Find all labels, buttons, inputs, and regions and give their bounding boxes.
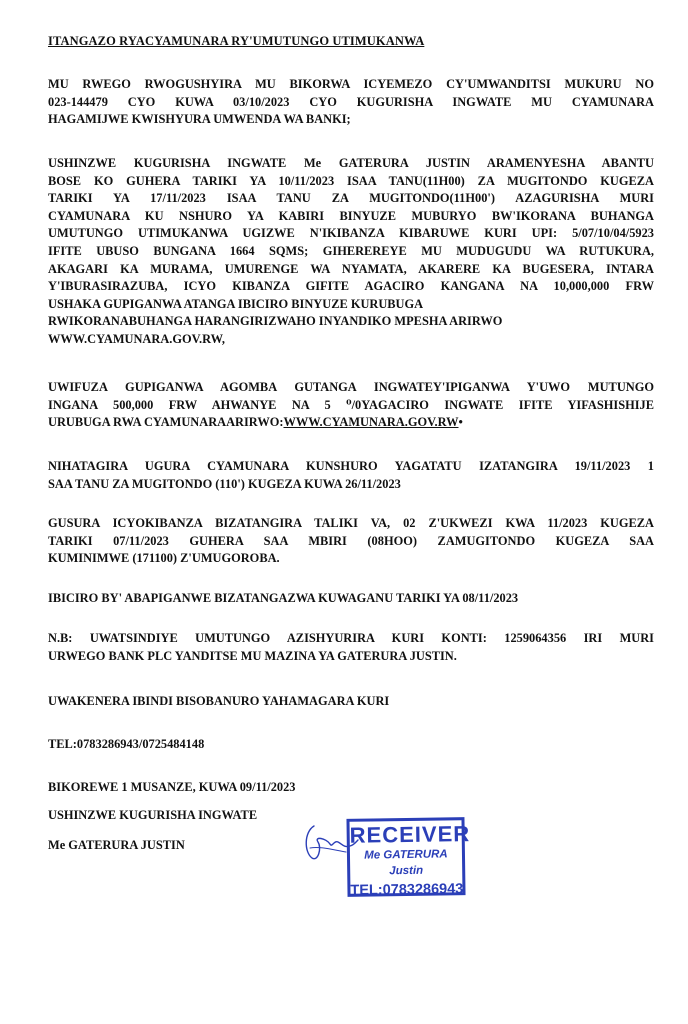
- text-line: UWIFUZA GUPIGANWA AGOMBA GUTANGA INGWATEY'IPIGANWA Y'UWO MUTUNGO: [48, 380, 654, 394]
- text-line: SAA TANU ZA MUGITONDO (110') KUGEZA KUWA 26/11/2023: [48, 476, 401, 491]
- stamp-phone: TEL:0783286943: [350, 881, 464, 899]
- website-link[interactable]: WWW.CYAMUNARA.GOV.RW: [283, 415, 459, 430]
- text-line: 023-144479 CYO KUWA 03/10/2023 CYO KUGURISHA INGWATE MU CYAMUNARA: [48, 94, 654, 109]
- text-line: KUMINIMWE (171100) Z'UMUGOROBA.: [48, 551, 280, 566]
- text-line: NIHATAGIRA UGURA CYAMUNARA KUNSHURO YAGATATU IZATANGIRA 19/11/2023 1: [48, 459, 654, 473]
- sign-role: USHINZWE KUGURISHA INGWATE: [48, 808, 258, 822]
- stamp-name: Me GATERURA Justin: [364, 848, 448, 878]
- text-line: WWW.CYAMUNARA.GOV.RW,: [48, 331, 225, 346]
- text-line: HAGAMIJWE KWISHYURA UMWENDA WA BANKI;: [48, 112, 351, 127]
- text-line: Y'IBURASIRAZUBA, ICYO KIBANZA GIFITE AGACIRO KANGANA NA 10,000,000 FRW: [48, 279, 654, 294]
- text-line: GUSURA ICYOKIBANZA BIZATANGIRA TALIKI VA, 02 Z'UKWEZI KWA 11/2023 KUGEZA: [48, 516, 654, 530]
- sign-name: Me GATERURA JUSTIN: [48, 838, 185, 852]
- text-line: TARIKI 07/11/2023 GUHERA SAA MBIRI (08HOO) ZAMUGITONDO KUGEZA SAA: [48, 533, 654, 548]
- text-line: TARIKI YA 17/11/2023 ISAA TANU ZA MUGITONDO(11H00') AZAGURISHA MURI: [48, 191, 654, 206]
- paragraph-third-round: [48, 458, 654, 493]
- text-line: MU RWEGO RWOGUSHYIRA MU BIKORWA ICYEMEZO CY'UMWANDITSI MUKURU NO: [48, 77, 654, 91]
- stamp-title: RECEIVER: [349, 821, 471, 848]
- sign-place-date: BIKOREWE 1 MUSANZE, KUWA 09/11/2023: [48, 780, 296, 794]
- text-segment: URUBUGA RWA CYAMUNARAARIRWO:: [48, 415, 284, 430]
- text-line: AKAGARI KA MURAMA, UMURENGE WA NYAMATA, AKARERE KA BUGESERA, INTARA: [48, 261, 654, 276]
- text-line: USHAKA GUPIGANWA ATANGA IBICIRO BINYUZE KURUBUGA: [48, 296, 424, 311]
- telephone-numbers: TEL:0783286943/0725484148: [48, 737, 205, 751]
- receiver-stamp: [346, 817, 471, 899]
- text-line: RWIKORANABUHANGA HARANGIRIZWAHO INYANDIKO MPESHA ARIRWO: [48, 314, 503, 329]
- paragraph-auction-details: [48, 155, 654, 349]
- paragraph-payment-note: [48, 630, 654, 665]
- paragraph-visit: [48, 515, 654, 568]
- bullet-mark: •: [458, 415, 463, 430]
- text-line: N.B: UWATSINDIYE UMUTUNGO AZISHYURIRA KURI KONTI: 1259064356 IRI MURI: [48, 631, 654, 645]
- text-line: USHINZWE KUGURISHA INGWATE Me GATERURA JUSTIN ARAMENYESHA ABANTU: [48, 156, 654, 170]
- text-line: IFITE UBUSO BUNGANA 1664 SQMS; GIHEREREYE MU MUDUGUDU WA RUTUKURA,: [48, 243, 654, 258]
- paragraph-intro: [48, 76, 654, 129]
- paragraph-prices: IBICIRO BY' ABAPIGANWE BIZATANGAZWA KUWAGANU TARIKI YA 08/11/2023: [48, 591, 519, 605]
- text-line-with-link: [48, 414, 654, 432]
- paragraph-deposit: [48, 379, 654, 432]
- text-line: CYAMUNARA KU NSHURO YA KABIRI BINYUZE MUBURYO BW'IKORANA BUHANGA: [48, 208, 654, 223]
- paragraph-contact: UWAKENERA IBINDI BISOBANURO YAHAMAGARA KURI: [48, 694, 390, 708]
- text-line: URWEGO BANK PLC YANDITSE MU MAZINA YA GATERURA JUSTIN.: [48, 648, 457, 663]
- text-line: INGANA 500,000 FRW AHWANYE NA 5 ⁰/0YAGACIRO INGWATE IFITE YIFASHISHIJE: [48, 397, 654, 412]
- text-line: UMUTUNGO UTIMUKANWA UGIZWE N'IKIBANZA KIBARUWE KURI UPI: 5/07/10/04/5923: [48, 226, 654, 241]
- document-title: ITANGAZO RYACYAMUNARA RY'UMUTUNGO UTIMUKANWA: [48, 34, 425, 48]
- text-line: BOSE KO GUHERA TARIKI YA 10/11/2023 ISAA TANU(11H00) ZA MUGITONDO KUGEZA: [48, 173, 654, 188]
